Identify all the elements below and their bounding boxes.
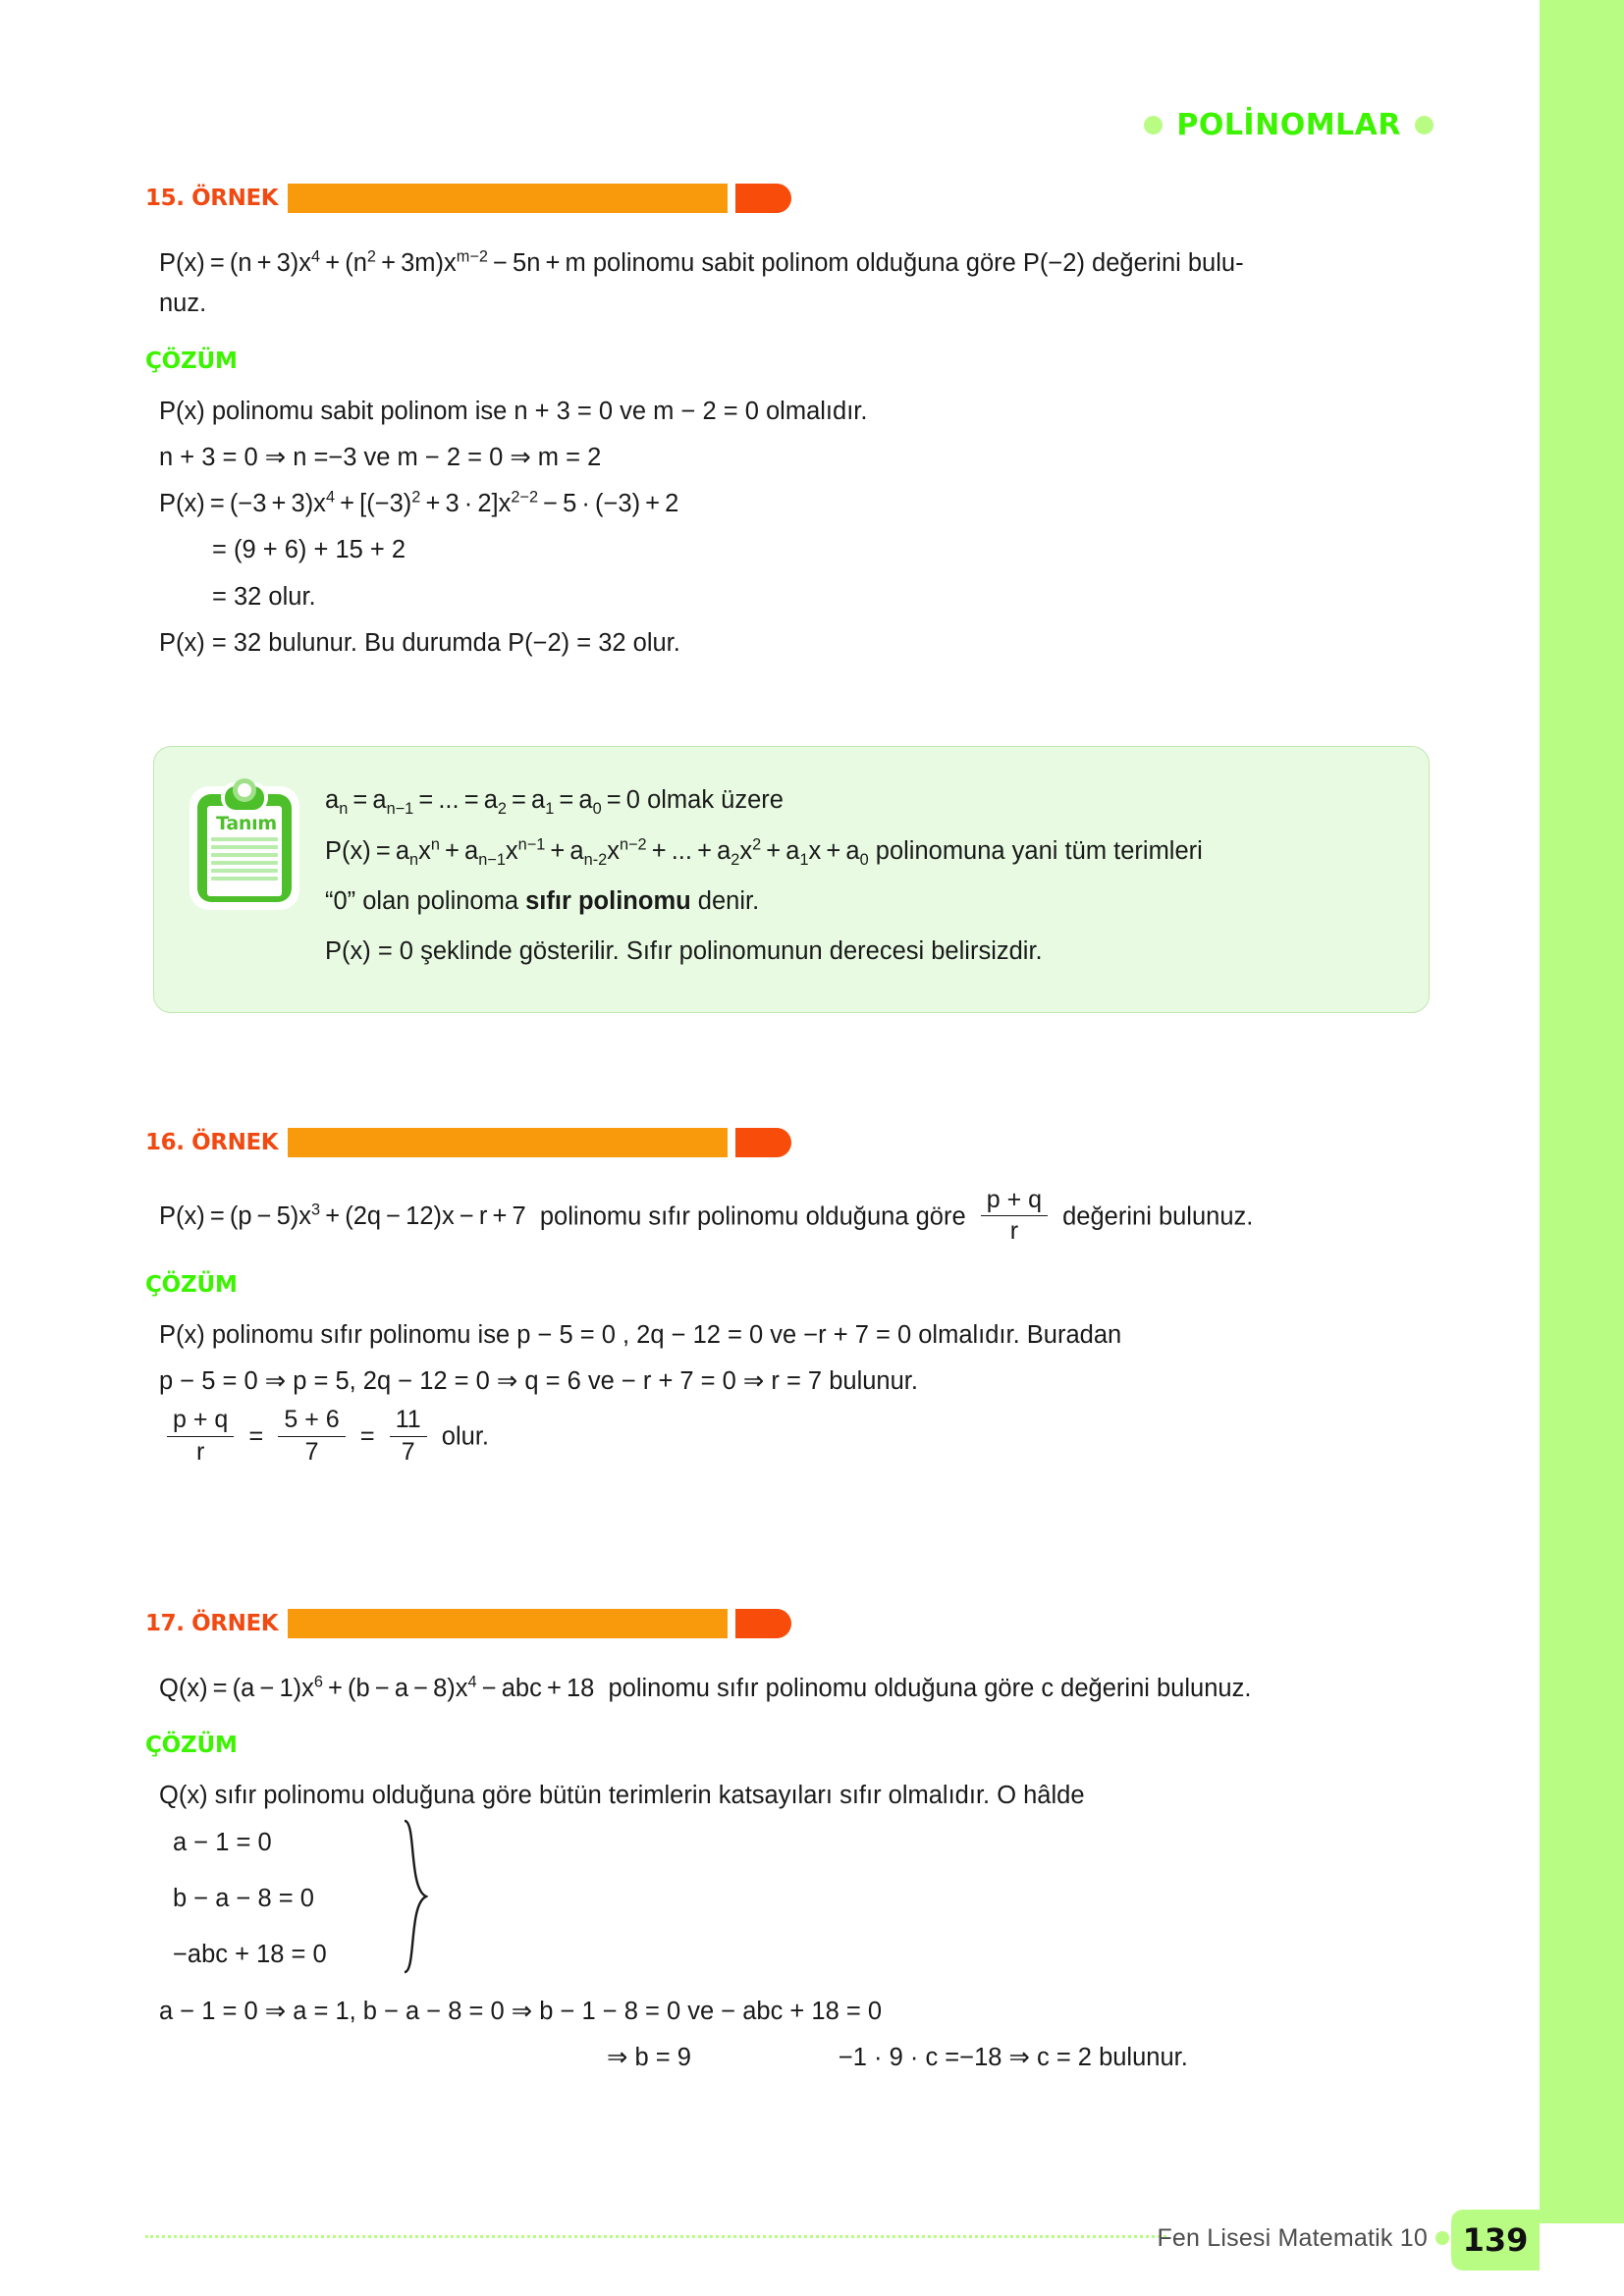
example-label-16: 16. ÖRNEK [145,1129,279,1155]
definition-text [325,776,1395,982]
example-bar-main-16 [288,1128,728,1157]
clipboard-label: Tanım [216,813,277,835]
example-bar-main-15 [288,184,728,213]
result-fraction-1-den: r [195,1437,205,1466]
statement-text-15b: nuz. [159,290,207,318]
clipboard-icon [189,776,299,910]
definition-line-3 [325,881,1395,922]
definition-term-bold: sıfır polinomu [525,886,691,915]
statement-math-15: $P(x) = (n + 3)x^4 + (n^2 + 3m)x^{m-2} - 5n + m$ [159,247,586,277]
solution-label-17: ÇÖZÜM [145,1733,238,1759]
final-line-17-2b: −1 · 9 · c =−18 ⇒ c = 2 bulunur. [838,2043,1188,2071]
footer-dot [1435,2231,1449,2245]
statement-text-15: polinomu sabit polinom olduğuna göre P(−2) değerini bulu- [592,249,1244,277]
solution-intro-17: Q(x) sıfır polinomu olduğuna göre bütün terimlerin katsayıları sıfır olmalıdır. O hâlde [159,1782,1085,1810]
solution-line-16-3: $\frac{p + q}{r}$ = $\frac{5 + 6}{7}$ = $\frac{11}{7}$ olur. [145,1408,1434,1468]
definition-box [153,746,1430,1012]
example-label-15: 15. ÖRNEK [145,186,279,211]
example-bar-main-17 [288,1609,728,1638]
solution-line-16-1: P(x) polinomu sıfır polinomu ise p − 5 = 0 , 2q − 12 = 0 ve −r + 7 = 0 olmalıdır. Buradan [159,1320,1122,1349]
fraction-numerator: p + q [981,1186,1048,1217]
example-bar-cap-17 [735,1609,791,1638]
fraction-denominator: r [1009,1217,1019,1246]
result-tail-16: olur. [441,1422,489,1451]
solution-label-15: ÇÖZÜM [145,347,238,374]
example-header-16 [145,1127,1434,1158]
result-fraction-1 [167,1406,234,1467]
result-fraction-1-num: p + q [167,1406,234,1437]
statement-math-17: $Q(x) = (a - 1)x^6 + (b - a - 8)x^4$ − abc + 18 [159,1673,595,1703]
solution-line-16-2: p − 5 = 0 ⇒ p = 5, 2q − 12 = 0 ⇒ q = 6 ve − r + 7 = 0 ⇒ r = 7 bulunur. [159,1366,918,1395]
result-fraction-2-den: 7 [304,1437,319,1466]
footer-book-title: Fen Lisesi Matematik 10 [1157,2224,1428,2252]
example-bar-cap-16 [735,1128,791,1157]
definition-line-1: $a_n = a_{n-1}$ = ... = $a_2 = a_1 = a_0 = 0$ olmak üzere [325,786,784,819]
example-header-17 [145,1608,1434,1639]
result-fraction-3-den: 7 [401,1437,415,1466]
page-edge-band [1540,0,1624,2223]
running-head-title: POLİNOMLAR [1176,108,1401,142]
definition-line-2: $P(x) = a_nx^n + a_{n-1}x^{n-1} + a_{n-2}x^{n-2}$ + ... + $a_2x^2 + a_1x + a_0$ polinomuna yani tüm terimleri [325,835,1203,869]
content-column [145,0,1434,2084]
solution-line-15-6: P(x) = 32 bulunur. Bu durumda P(−2) = 32 olur. [159,629,680,658]
statement-text-17: polinomu sıfır polinomu olduğuna göre c değerini bulunuz. [601,1675,1252,1703]
solution-line-15-2: n + 3 = 0 ⇒ n =−3 ve m − 2 = 0 ⇒ m = 2 [159,443,602,471]
example-label-17: 17. ÖRNEK [145,1611,279,1637]
system-equation-3: −abc + 18 = 0 [173,1941,327,1969]
result-fraction-3 [390,1406,427,1467]
definition-line-3-after: denir. [690,886,760,915]
statement-text-16b: değerini bulunuz. [1062,1202,1254,1231]
statement-math-16: $P(x) = (p - 5)x^3 + (2q - 12)x - r + 7$ [159,1201,526,1231]
clipboard-text-lines [211,837,278,884]
final-line-17-2 [145,2038,1434,2078]
result-fraction-2 [278,1406,345,1467]
final-line-17-1: a − 1 = 0 ⇒ a = 1, b − a − 8 = 0 ⇒ b − 1 − 8 = 0 ve − abc + 18 = 0 [159,1997,883,2025]
curly-brace-icon [403,1819,428,1974]
footer-dotted-rule [145,2235,1166,2238]
system-equation-1: a − 1 = 0 [173,1828,272,1856]
final-line-17-2a: ⇒ b = 9 [607,2043,691,2071]
example-statement-15 [145,243,1434,325]
result-fraction-3-num: 11 [390,1406,427,1437]
system-equation-2: b − a − 8 = 0 [173,1885,314,1913]
solution-label-16: ÇÖZÜM [145,1271,238,1298]
definition-line-3-before: “0” olan polinoma [325,886,526,915]
solution-line-15-1: P(x) polinomu sabit polinom ise n + 3 = 0 ve m − 2 = 0 olmalıdır. [159,397,868,425]
page-number-tab [1451,2210,1540,2270]
example-header-15 [145,183,1434,214]
page-footer [0,2168,1624,2296]
solution-line-15-5: = 32 olur. [212,582,316,611]
example-statement-17 [145,1669,1434,1709]
definition-line-4: P(x) = 0 şeklinde gösterilir. Sıfır polinomunun derecesi belirsizdir. [325,937,1043,966]
statement-fraction-16 [981,1186,1048,1247]
statement-text-16: polinomu sıfır polinomu olduğuna göre [532,1202,966,1231]
example-statement-16 [145,1185,1434,1249]
solution-line-15-4: = (9 + 6) + 15 + 2 [212,536,406,564]
result-fraction-2-num: 5 + 6 [278,1406,345,1437]
page-number: 139 [1462,2221,1529,2259]
solution-line-15-3: $P(x) = (-3 + 3)x^4 + [(-3)^2 + 3 \cdot 2]x^{2-2} - 5 \cdot (-3) + 2$ [159,488,679,518]
example-bar-cap-15 [735,184,791,213]
equation-system-17 [145,1823,1434,1976]
